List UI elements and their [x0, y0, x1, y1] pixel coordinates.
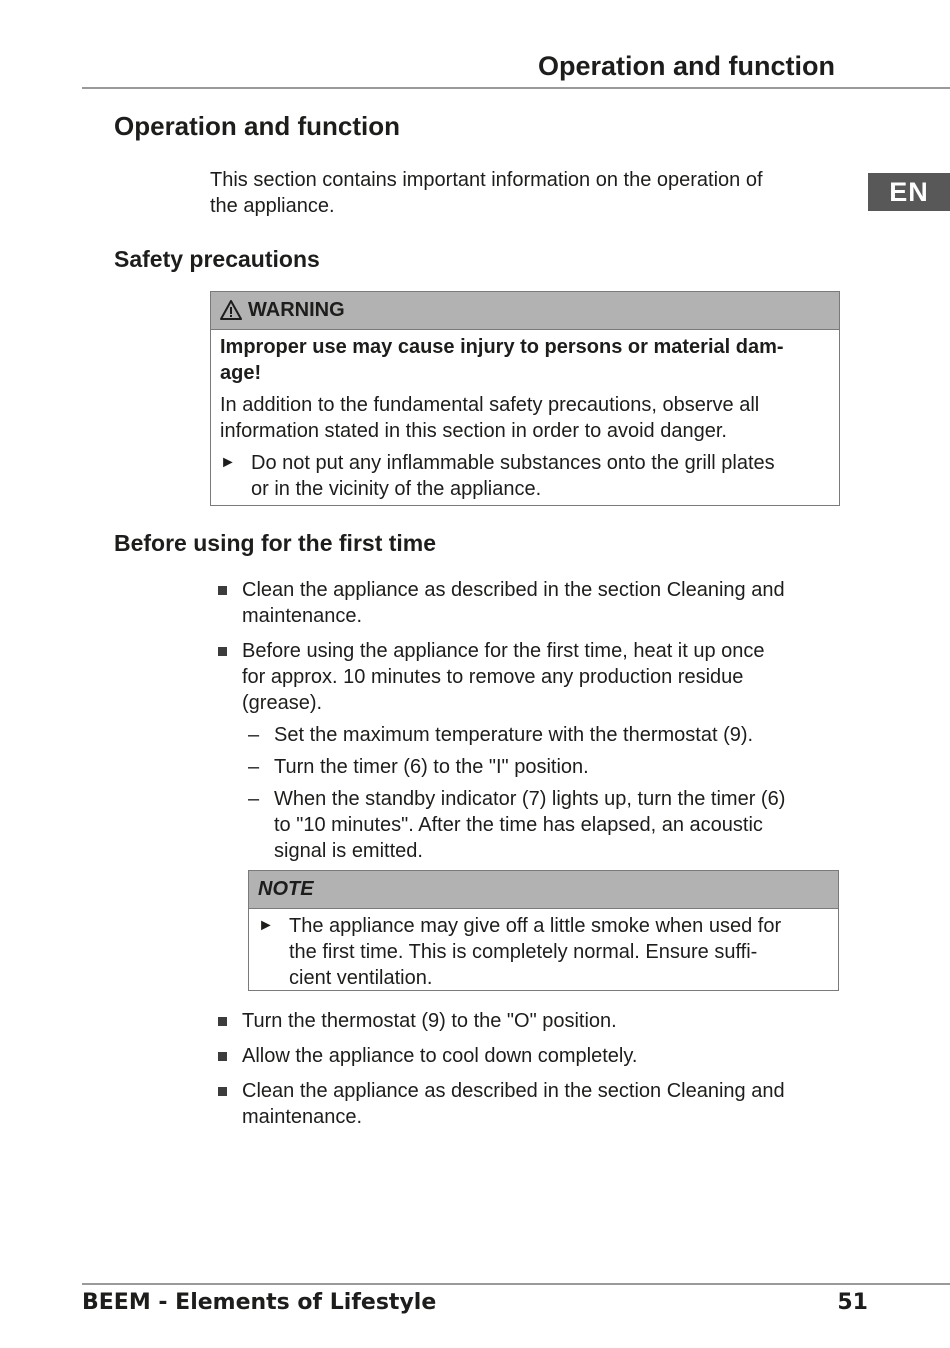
running-header-title: Operation and function	[538, 51, 835, 81]
section-intro	[210, 167, 820, 219]
instruction-line: Do not put any inflammable substances onto the grill plates	[251, 452, 775, 474]
sub-item-text: Turn the timer (6) to the "I" position.	[274, 756, 589, 778]
instruction-text	[251, 450, 830, 502]
warning-label: WARNING	[248, 299, 345, 321]
note-line: the first time. This is completely normal. Ensure suffi-	[289, 941, 758, 963]
dash-bullet-icon: –	[248, 788, 260, 810]
note-line: The appliance may give off a little smoke when used for	[289, 915, 782, 937]
header-rule	[82, 87, 950, 89]
note-instruction	[258, 913, 829, 991]
square-bullet-icon	[218, 1008, 242, 1034]
list-item	[218, 577, 838, 629]
item-line: Clean the appliance as described in the section Cleaning and	[242, 579, 785, 601]
list-item	[218, 1043, 838, 1069]
list-item	[218, 638, 838, 716]
sub-list-item	[248, 754, 838, 780]
item-line: for approx. 10 minutes to remove any production residue	[242, 666, 744, 688]
warning-info-text	[220, 392, 830, 444]
item-line: maintenance.	[242, 605, 363, 627]
item-line: (grease).	[242, 692, 323, 714]
info-line: In addition to the fundamental safety precautions, observe all	[220, 394, 760, 416]
note-body	[249, 909, 838, 991]
sub-item-line: to "10 minutes". After the time has elapsed, an acoustic	[274, 814, 763, 836]
warning-triangle-icon	[220, 296, 242, 333]
dash-bullet-icon: –	[248, 724, 260, 746]
dash-bullet-icon: –	[248, 756, 260, 778]
item-line: Clean the appliance as described in the section Cleaning and	[242, 1080, 785, 1102]
hazard-line: age!	[220, 362, 262, 384]
sub-item-text: Set the maximum temperature with the thermostat (9).	[274, 724, 754, 746]
page-number: 51	[837, 1290, 868, 1315]
sub-item-text	[274, 786, 785, 864]
warning-hazard-text	[220, 334, 830, 386]
first-use-heading: Before using for the first time	[114, 530, 437, 556]
sub-list-item	[248, 786, 838, 864]
list-item-text: Turn the thermostat (9) to the "O" position.	[242, 1010, 617, 1032]
warning-body	[211, 330, 839, 502]
item-line: Before using the appliance for the first time, heat it up once	[242, 640, 765, 662]
list-item	[218, 1008, 838, 1034]
info-line: information stated in this section in order to avoid danger.	[220, 420, 727, 442]
square-bullet-icon	[218, 1078, 242, 1104]
first-use-list	[218, 577, 838, 864]
square-bullet-icon	[218, 1043, 242, 1069]
list-item-text	[242, 638, 838, 716]
list-item	[218, 1078, 838, 1130]
hazard-line: Improper use may cause injury to persons or material dam-	[220, 336, 784, 358]
list-item-text	[242, 577, 838, 629]
instruction-line: or in the vicinity of the appliance.	[251, 478, 542, 500]
note-line: cient ventilation.	[289, 967, 433, 989]
note-box	[248, 870, 839, 991]
list-item-text: Allow the appliance to cool down completely.	[242, 1045, 638, 1067]
sub-item-line: signal is emitted.	[274, 840, 423, 862]
sub-list-item	[248, 722, 838, 748]
intro-line: This section contains important information on the operation of	[210, 169, 763, 191]
section-title: Operation and function	[114, 111, 400, 141]
warning-header	[211, 292, 839, 330]
note-text	[289, 913, 829, 991]
square-bullet-icon	[218, 577, 242, 603]
list-item-text	[242, 1078, 838, 1130]
warning-box	[210, 291, 840, 506]
intro-line: the appliance.	[210, 195, 335, 217]
note-header: NOTE	[249, 871, 838, 909]
arrow-bullet-icon: ►	[258, 917, 274, 934]
footer-brand: BEEM - Elements of Lifestyle	[82, 1290, 437, 1315]
arrow-bullet-icon: ►	[220, 454, 236, 471]
warning-instruction	[220, 450, 830, 502]
footer-rule	[82, 1283, 950, 1285]
first-use-list-continued	[218, 1008, 838, 1130]
item-line: maintenance.	[242, 1106, 363, 1128]
safety-heading: Safety precautions	[114, 246, 320, 272]
sub-item-line: When the standby indicator (7) lights up, turn the timer (6)	[274, 788, 786, 810]
square-bullet-icon	[218, 638, 242, 664]
language-tab: EN	[868, 173, 950, 211]
